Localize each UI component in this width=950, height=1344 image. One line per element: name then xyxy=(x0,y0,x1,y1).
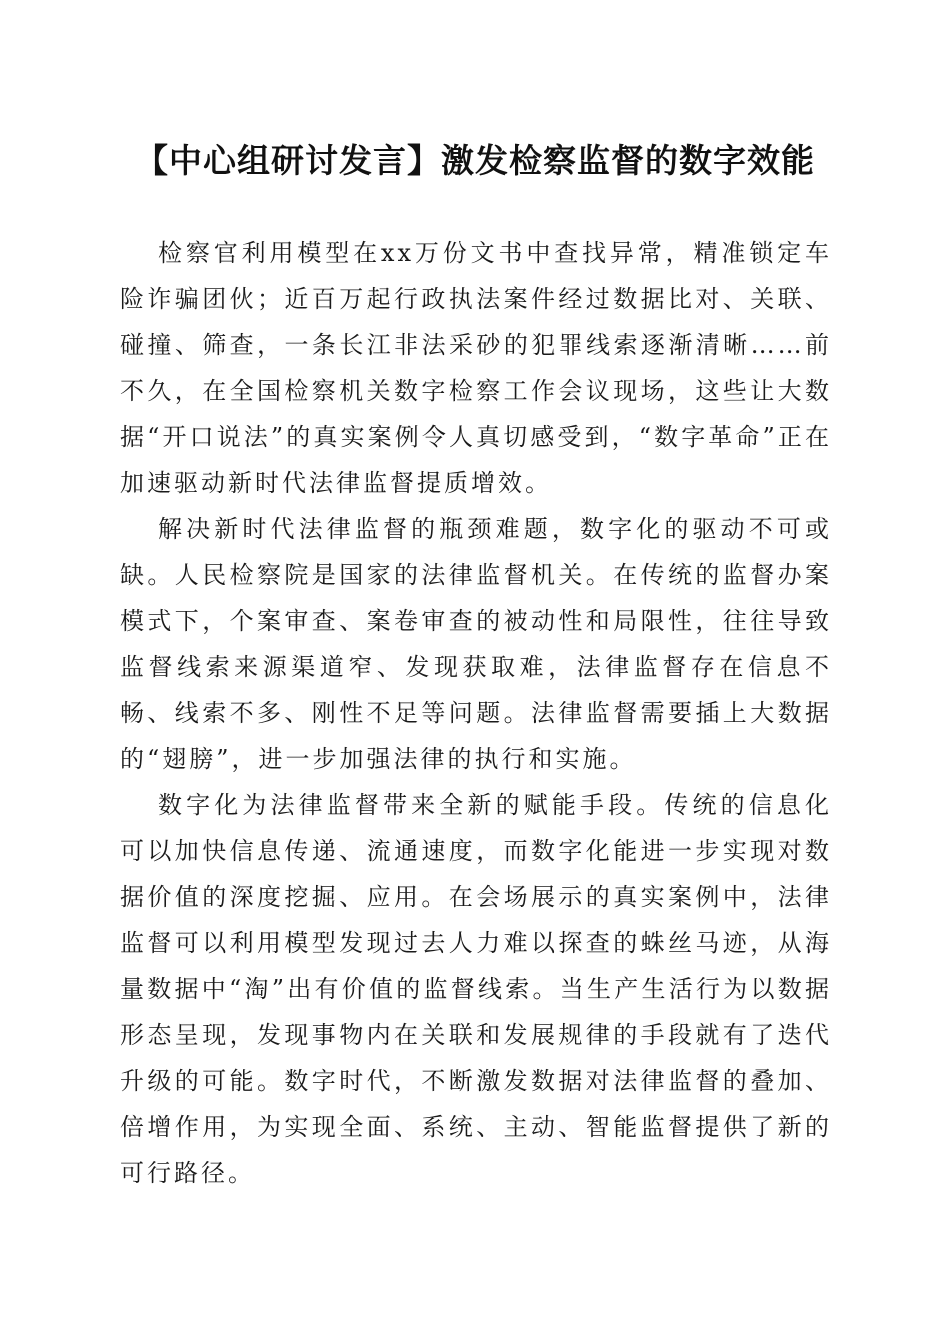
paragraph: 解决新时代法律监督的瓶颈难题，数字化的驱动不可或缺。人民检察院是国家的法律监督机关。在传统的监督办案模式下，个案审查、案卷审查的被动性和局限性，往往导致监督线索来源渠道窄、发现获取难，法律监督存在信息不畅、线索不多、刚性不足等问题。法律监督需要插上大数据的“翅膀”，进一步加强法律的执行和实施。 xyxy=(120,515,832,773)
paragraph: 检察官利用模型在xx万份文书中查找异常，精准锁定车险诈骗团伙；近百万起行政执法案件经过数据比对、关联、碰撞、筛查，一条长江非法采砂的犯罪线索逐渐清晰……前不久，在全国检察机关数字检察工作会议现场，这些让大数据“开口说法”的真实案例令人真切感受到，“数字革命”正在加速驱动新时代法律监督提质增效。 xyxy=(120,239,832,497)
document-body xyxy=(120,230,832,1196)
paragraph: 数字化为法律监督带来全新的赋能手段。传统的信息化可以加快信息传递、流通速度，而数字化能进一步实现对数据价值的深度挖掘、应用。在会场展示的真实案例中，法律监督可以利用模型发现过去人力难以探查的蛛丝马迹，从海量数据中“淘”出有价值的监督线索。当生产生活行为以数据形态呈现，发现事物内在关联和发展规律的手段就有了迭代升级的可能。数字时代，不断激发数据对法律监督的叠加、倍增作用，为实现全面、系统、主动、智能监督提供了新的可行路径。 xyxy=(120,791,832,1187)
document-title: 【中心组研讨发言】激发检察监督的数字效能 xyxy=(135,141,815,180)
